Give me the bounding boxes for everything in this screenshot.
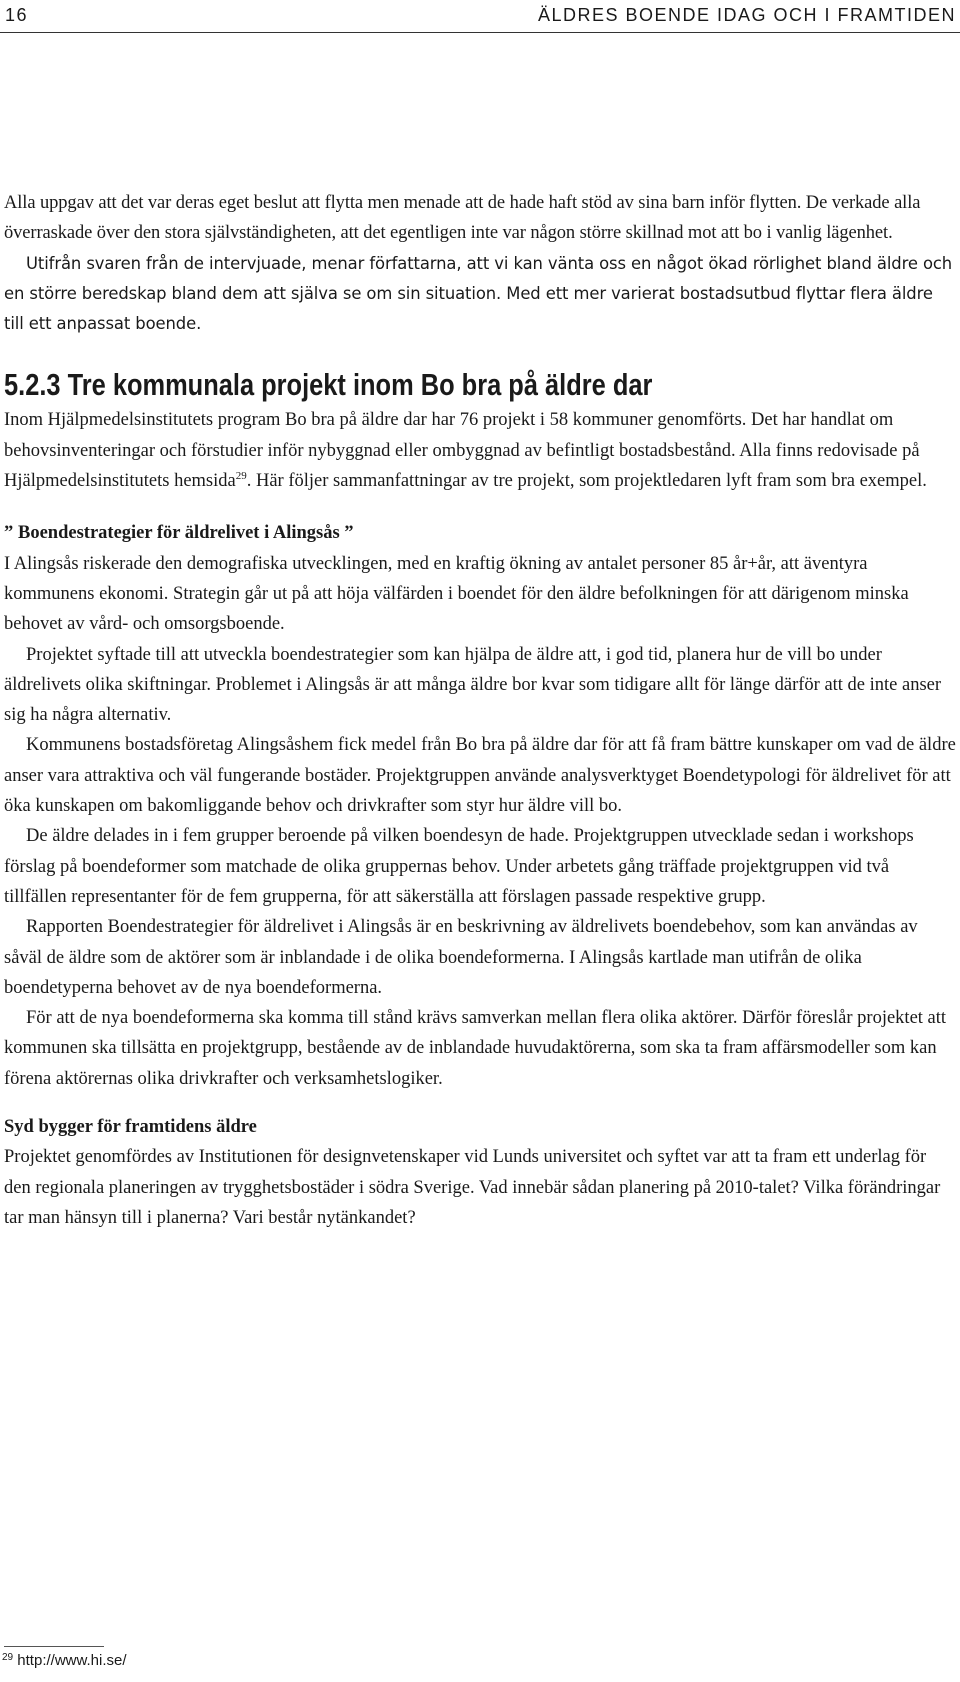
- footnote-reference: 29: [235, 470, 247, 483]
- syd-paragraph: Projektet genomfördes av Institutionen för designvetenskaper vid Lunds universitet och syftet var att ta fram ett underlag för den regionala planeringen av trygghetsbostäder i södra Sverige. Vad innebär sådan planering på 2010-talet? Vilka förändringar tar man hänsyn till i planerna? Vari består nytänkandet?: [4, 1147, 941, 1228]
- closing-quote: ”: [344, 523, 354, 544]
- alingsas-paragraph: Rapporten Boendestrategier för äldrelivet i Alingsås är en beskrivning av äldrelivets boendebehov, som kan användas av såväl de äldre som de aktörer som är inblandade i de olika boendeformerna. I Alingsås kartlade man utifrån de olika boendetyperna behovet av de nya boendeformerna.: [4, 917, 918, 998]
- body-text: [4, 188, 956, 1233]
- syd-heading: Syd bygger för framtidens äldre: [4, 1117, 257, 1138]
- section-heading: 5.2.3 Tre kommunala projekt inom Bo bra på äldre dar: [4, 367, 653, 403]
- intro-paragraph: Alla uppgav att det var deras eget beslut att flytta men menade att de hade haft stöd av sina barn inför flytten. De verkade alla överraskade över den stora självständigheten, att det egentligen inte var någon större skillnad mot att bo i vanlig lägenhet.: [4, 193, 921, 244]
- section-intro-paragraph: [4, 405, 956, 496]
- footnote-number: 29: [2, 1652, 14, 1663]
- alingsas-title: Boendestrategier för äldrelivet i Alingsås: [18, 523, 340, 544]
- alingsas-paragraph: I Alingsås riskerade den demografiska utvecklingen, med en kraftig ökning av antalet personer 85 år+år, att äventyra kommunens ekonomi. Strategin går ut på att höja välfärden i boendet för den äldre befolkningen för att därigenom minska behovet av vård- och omsorgsboende.: [4, 553, 909, 635]
- section-intro-text-end: . Här följer sammanfattningar av tre projekt, som projektledaren lyft fram som bra exempel.: [246, 471, 927, 492]
- page-number: 16: [5, 5, 29, 25]
- footnote: [2, 1652, 127, 1669]
- alingsas-paragraph: Projektet syftade till att utveckla boendestrategier som kan hjälpa de äldre att, i god tid, planera hur de vill bo under äldrelivets olika skiftningar. Problemet i Alingsås är att många äldre bor kvar som tidigare allt för länge därför att de inte anser sig ha några alternativ.: [4, 644, 942, 726]
- alingsas-heading: [4, 518, 956, 548]
- alingsas-paragraph: För att de nya boendeformerna ska komma till stånd krävs samverkan mellan flera olika aktörer. Därför föreslår projektet att kommunen ska tillsätta en projektgrupp, bestående av de inblandade huvudaktörerna, som ska ta fram affärsmodeller som kan förena aktörernas olika drivkrafter och verksamhetslogiker.: [4, 1008, 947, 1089]
- alingsas-paragraph: De äldre delades in i fem grupper beroende på vilken boendesyn de hade. Projektgruppen utvecklade sedan i workshops förslag på boendeformer som matchade de olika gruppernas behov. Under arbetets gång träffade projektgruppen vid två tillfällen representanter för de fem grupperna, för att säkerställa att förslagen passade respektive grupp.: [4, 826, 914, 907]
- section-intro-text: Inom Hjälpmedelsinstitutets program Bo bra på äldre dar har 76 projekt i 58 kommuner genomförts. Det har handlat om behovsinventeringar och förstudier inför nybyggnad eller ombyggnad av befintligt bostadsbestånd. Alla finns redovisade på Hjälpmedelsinstitutets hemsida: [4, 410, 920, 492]
- alingsas-paragraph: Kommunens bostadsföretag Alingsåshem fick medel från Bo bra på äldre dar för att få fram bättre kunskaper om vad de äldre anser vara attraktiva och väl fungerande bostäder. Projektgruppen använde analysverktyget Boendetypologi för äldrelivet för att öka kunskapen om bakomliggande behov och drivkrafter som styr hur äldre vill bo.: [4, 735, 956, 817]
- opening-quote: ”: [4, 523, 14, 544]
- page-header: [0, 0, 960, 33]
- running-title: ÄLDRES BOENDE IDAG OCH I FRAMTIDEN: [537, 5, 956, 25]
- footnote-divider: [4, 1646, 104, 1647]
- conclusion-paragraph: Utifrån svaren från de intervjuade, menar författarna, att vi kan vänta oss en något ökad rörlighet bland äldre och en större beredskap bland dem att själva se om sin situation. Med ett mer varierat bostadsutbud flyttar flera äldre till ett anpassat boende.: [4, 253, 953, 334]
- footnote-link[interactable]: http://www.hi.se/: [17, 1652, 127, 1669]
